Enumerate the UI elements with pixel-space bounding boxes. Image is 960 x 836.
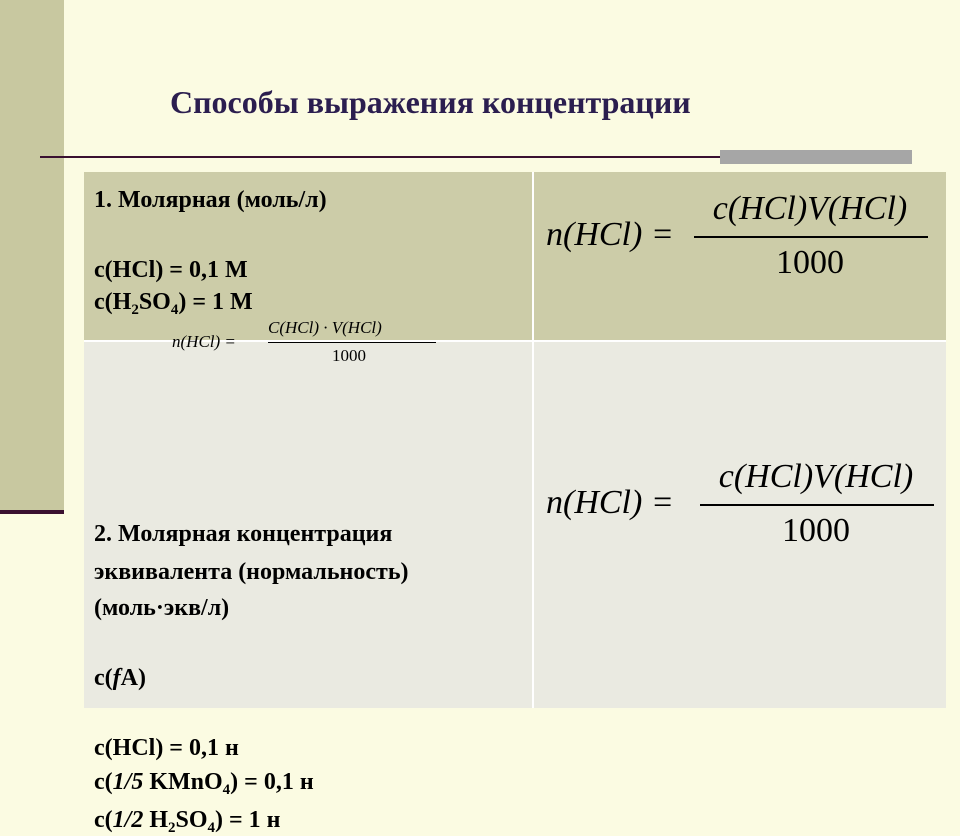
slide-title: Способы выражения концентрации bbox=[170, 84, 691, 120]
cell-normality bbox=[84, 342, 532, 836]
fraction-bar bbox=[694, 236, 928, 238]
formula-molar bbox=[534, 172, 946, 340]
cell-formula-1 bbox=[534, 172, 946, 340]
left-decorative-bar bbox=[0, 0, 64, 510]
cell-molar bbox=[84, 172, 532, 340]
normality-heading-2: эквивалента (нормальность) bbox=[94, 559, 409, 585]
concentration-table bbox=[84, 172, 946, 836]
formula-numerator: c(HCl)V(HCl) bbox=[718, 458, 914, 495]
molar-hcl: c(HCl) = 0,1 М bbox=[94, 257, 248, 283]
formula-numerator: c(HCl)V(HCl) bbox=[712, 190, 908, 227]
normality-cfa: c(fA) bbox=[94, 665, 146, 691]
fraction-bar bbox=[700, 504, 934, 506]
molar-h2so4: $c(H_2SO_4) = 1$ М bbox=[94, 289, 253, 318]
small-formula-lhs: n(HCl) = bbox=[172, 332, 236, 351]
overlay-small-formula bbox=[172, 318, 452, 370]
normality-hcl: c(HCl) = 0,1 н bbox=[94, 735, 239, 761]
molar-heading: 1. Молярная (моль/л) bbox=[94, 187, 327, 213]
normality-heading-3: (моль·экв/л) bbox=[94, 595, 230, 621]
normality-heading-1: 2. Молярная концентрация bbox=[94, 521, 393, 547]
formula-lhs: n(HCl) = bbox=[546, 216, 674, 253]
formula-lhs: n(HCl) = bbox=[546, 484, 674, 521]
left-bar-rule bbox=[0, 510, 64, 514]
formula-denominator: 1000 bbox=[782, 512, 850, 549]
small-fraction-bar bbox=[268, 342, 436, 343]
formula-denominator: 1000 bbox=[776, 244, 844, 281]
small-formula-denominator: 1000 bbox=[332, 346, 366, 365]
grey-accent-bar bbox=[720, 150, 912, 164]
normality-h2so4: c(1/2 $H_2SO_4) = 1$ н bbox=[94, 807, 281, 836]
formula-normality bbox=[534, 342, 946, 708]
small-formula-numerator: C(HCl) · V(HCl) bbox=[268, 318, 382, 337]
cell-formula-2 bbox=[534, 342, 946, 708]
normality-kmno4: c(1/5 KMnO$_4$) = 0,1 н bbox=[94, 769, 314, 798]
